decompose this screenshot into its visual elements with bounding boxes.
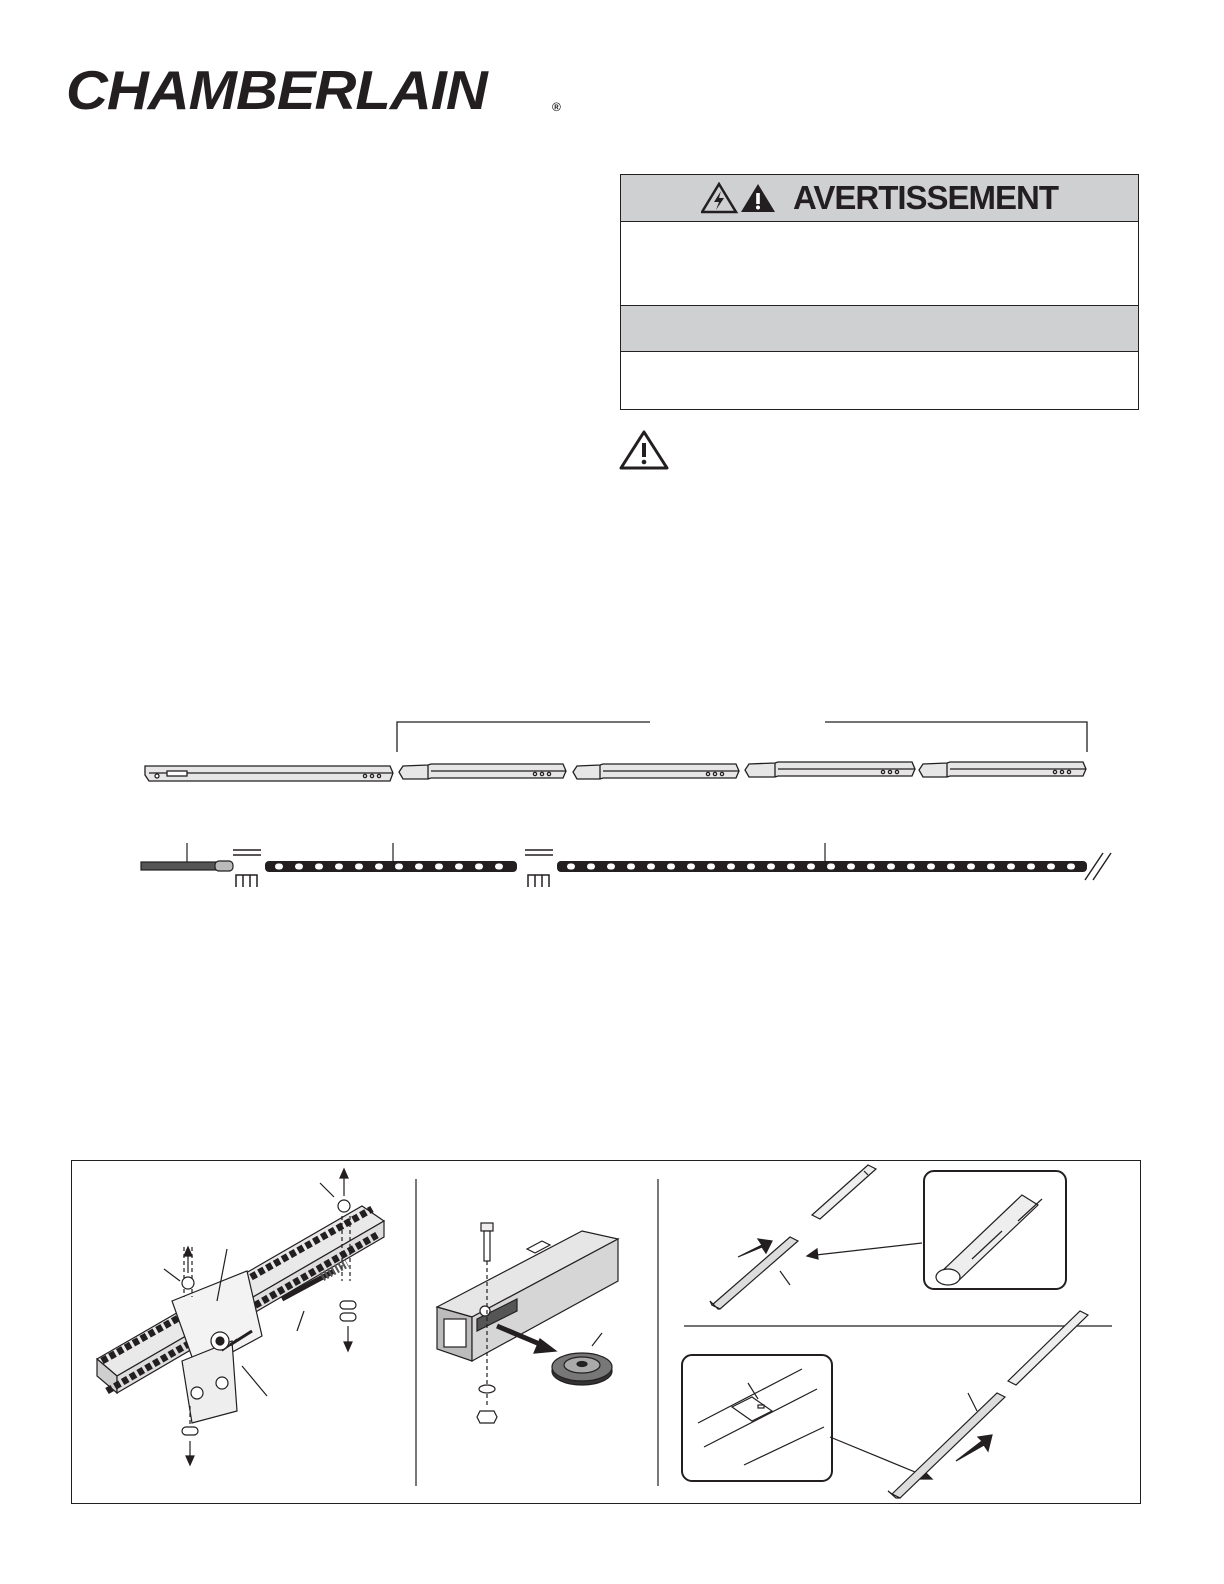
rail-section-3: [745, 762, 915, 777]
electric-hazard-icon: [701, 182, 783, 214]
installation-steps-frame: [71, 1160, 1141, 1504]
master-link-center: [525, 850, 553, 887]
chain-strand-1: [265, 843, 517, 872]
master-link-left: [233, 850, 261, 887]
step-1-disconnect-chain-illustration: [97, 1169, 384, 1465]
rail-sections-bracket: [397, 722, 1087, 752]
rail-section-2: [573, 764, 739, 779]
step-3-separate-rail-illustration: [710, 1165, 1066, 1309]
installation-step-illustrations: [72, 1161, 1139, 1502]
rail-and-chain-parts-illustration: [135, 715, 1125, 890]
warning-subheader-band: [621, 305, 1138, 352]
warning-header: [621, 175, 1138, 222]
warning-panel: [620, 174, 1139, 410]
registered-mark: ®: [552, 100, 561, 114]
step-3-assemble-rail-illustration: [682, 1311, 1088, 1498]
warning-title: AVERTISSEMENT: [792, 179, 1059, 216]
chain-strand-2: [557, 843, 1087, 872]
caution-triangle-icon: [619, 430, 669, 470]
front-rail-section: [145, 766, 393, 781]
threaded-shaft: [141, 843, 233, 871]
step-2-remove-pulley-illustration: [437, 1223, 618, 1423]
rail-section-1: [399, 764, 566, 779]
warning-triangle-icon: [741, 184, 775, 212]
rail-section-4: [919, 762, 1086, 777]
chamberlain-logo: CHAMBERLAIN: [66, 59, 487, 122]
break-symbol: [1085, 853, 1111, 880]
